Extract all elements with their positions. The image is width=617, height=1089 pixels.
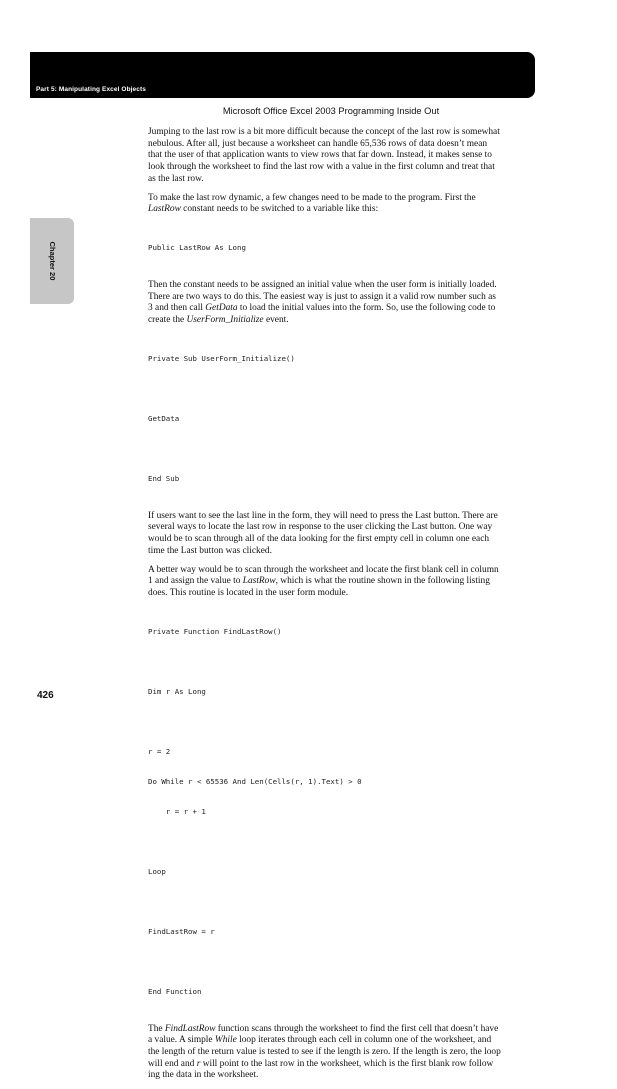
page-number: 426 [37,690,54,701]
book-title: Microsoft Office Excel 2003 Programming Inside Out [222,106,440,116]
code-block [148,607,518,1017]
text-fragment: a value. A simple [148,1035,215,1046]
text-fragment: will end and [148,1058,197,1069]
text-fragment: to load the initial values into the form. So, use the following code to [237,303,496,314]
code-line [148,957,518,967]
text-fragment: function scans through the worksheet to find the first cell that doesn’t have [215,1023,499,1034]
chapter-tab-label: Chapter 20 [48,241,57,281]
code-line: End Sub [148,473,180,483]
text-fragment: , which is what the routine shown in the following listing [275,576,490,587]
text-line: nebulous. After all, just because a worksheet can handle 65,536 rows of data doesn’t mean [148,138,488,149]
text-line: A better way would be to scan through the worksheet and locate the first blank cell in column [148,564,499,575]
text-line [148,1059,518,1071]
code-line: Private Function FindLastRow() [148,626,282,636]
text-line [148,576,518,588]
text-fragment: loop iterates through each cell in column one of the worksheet, and [236,1035,492,1046]
text-line [148,303,518,315]
text-line: ing the data in the worksheet. [148,1070,259,1081]
page-body [148,127,518,1089]
text-line: time the Last button was clicked. [148,545,272,556]
code-line: Dim r As Long [148,686,206,696]
text-line [148,204,518,216]
text-fragment: create the [148,315,187,326]
term-findlastrow: FindLastRow [164,1023,216,1034]
text-line: To make the last row dynamic, a few changes need to be made to the program. First the [148,192,476,203]
code-line [148,837,518,847]
text-line: There are two ways to do this. The easiest way is just to assign it a valid row number such as [148,291,496,302]
part-label: Part 5: Manipulating Excel Objects [36,86,146,93]
code-block [148,334,518,504]
code-line: r = r + 1 [148,806,206,816]
code-line [148,444,518,454]
text-line: Jumping to the last row is a bit more difficult because the concept of the last row is somewhat [148,127,500,137]
text-line: Then the constant needs to be assigned an initial value when the user form is initially loaded. [148,279,497,290]
text-line: as the last row. [148,173,204,184]
term-userform-initialize: UserForm_Initialize [186,315,264,326]
term-lastrow: LastRow [242,576,276,587]
term-lastrow: LastRow [148,204,181,215]
text-line: would be to scan through all of the data looking for the first empty cell in column one each [148,534,490,545]
text-fragment: will point to the last row in the worksheet, which is the first blank row follow [200,1058,494,1069]
term-r: r [196,1058,201,1069]
paragraph [148,127,518,186]
paragraph [148,1024,518,1083]
text-line [148,315,518,327]
text-fragment: event. [263,315,289,326]
text-fragment: constant needs to be switched to a variable like this: [180,204,379,215]
code-line [148,897,518,907]
paragraph [148,565,518,600]
code-line [148,384,518,394]
text-line [148,1035,518,1047]
code-line: Public LastRow As Long [148,242,246,252]
text-fragment: 3 and then call [148,303,206,314]
text-fragment: The [148,1023,165,1034]
code-line [148,657,518,667]
paragraph [148,193,518,216]
text-fragment: 1 and assign the value to [148,576,243,587]
text-line: If users want to see the last line in the form, they will need to press the Last button. There are [148,510,498,521]
text-line: that the user of that application wants to view rows that far down. Instead, it makes sense to [148,150,492,161]
code-line: Do While r < 65536 And Len(Cells(r, 1).Text) > 0 [148,776,362,786]
text-line: several ways to locate the last row in response to the user clicking the Last button. One way [148,522,493,533]
code-line: Private Sub UserForm_Initialize() [148,353,295,363]
paragraph [148,511,518,558]
term-while: While [214,1035,237,1046]
code-line: FindLastRow = r [148,926,215,936]
code-line: GetData [148,413,180,423]
text-line: the length of the return value is tested to see if the length is zero. If the length is zero, the loop [148,1047,501,1058]
code-block [148,223,518,273]
code-line: r = 2 [148,746,171,756]
term-getdata: GetData [205,303,238,314]
text-line: look through the worksheet to find the last row with a value in the first column and treat that [148,162,495,173]
paragraph [148,280,518,327]
code-line [148,717,518,727]
text-line [148,1024,518,1036]
code-line: End Function [148,986,202,996]
code-line: Loop [148,866,166,876]
text-line: does. This routine is located in the user form module. [148,587,349,598]
